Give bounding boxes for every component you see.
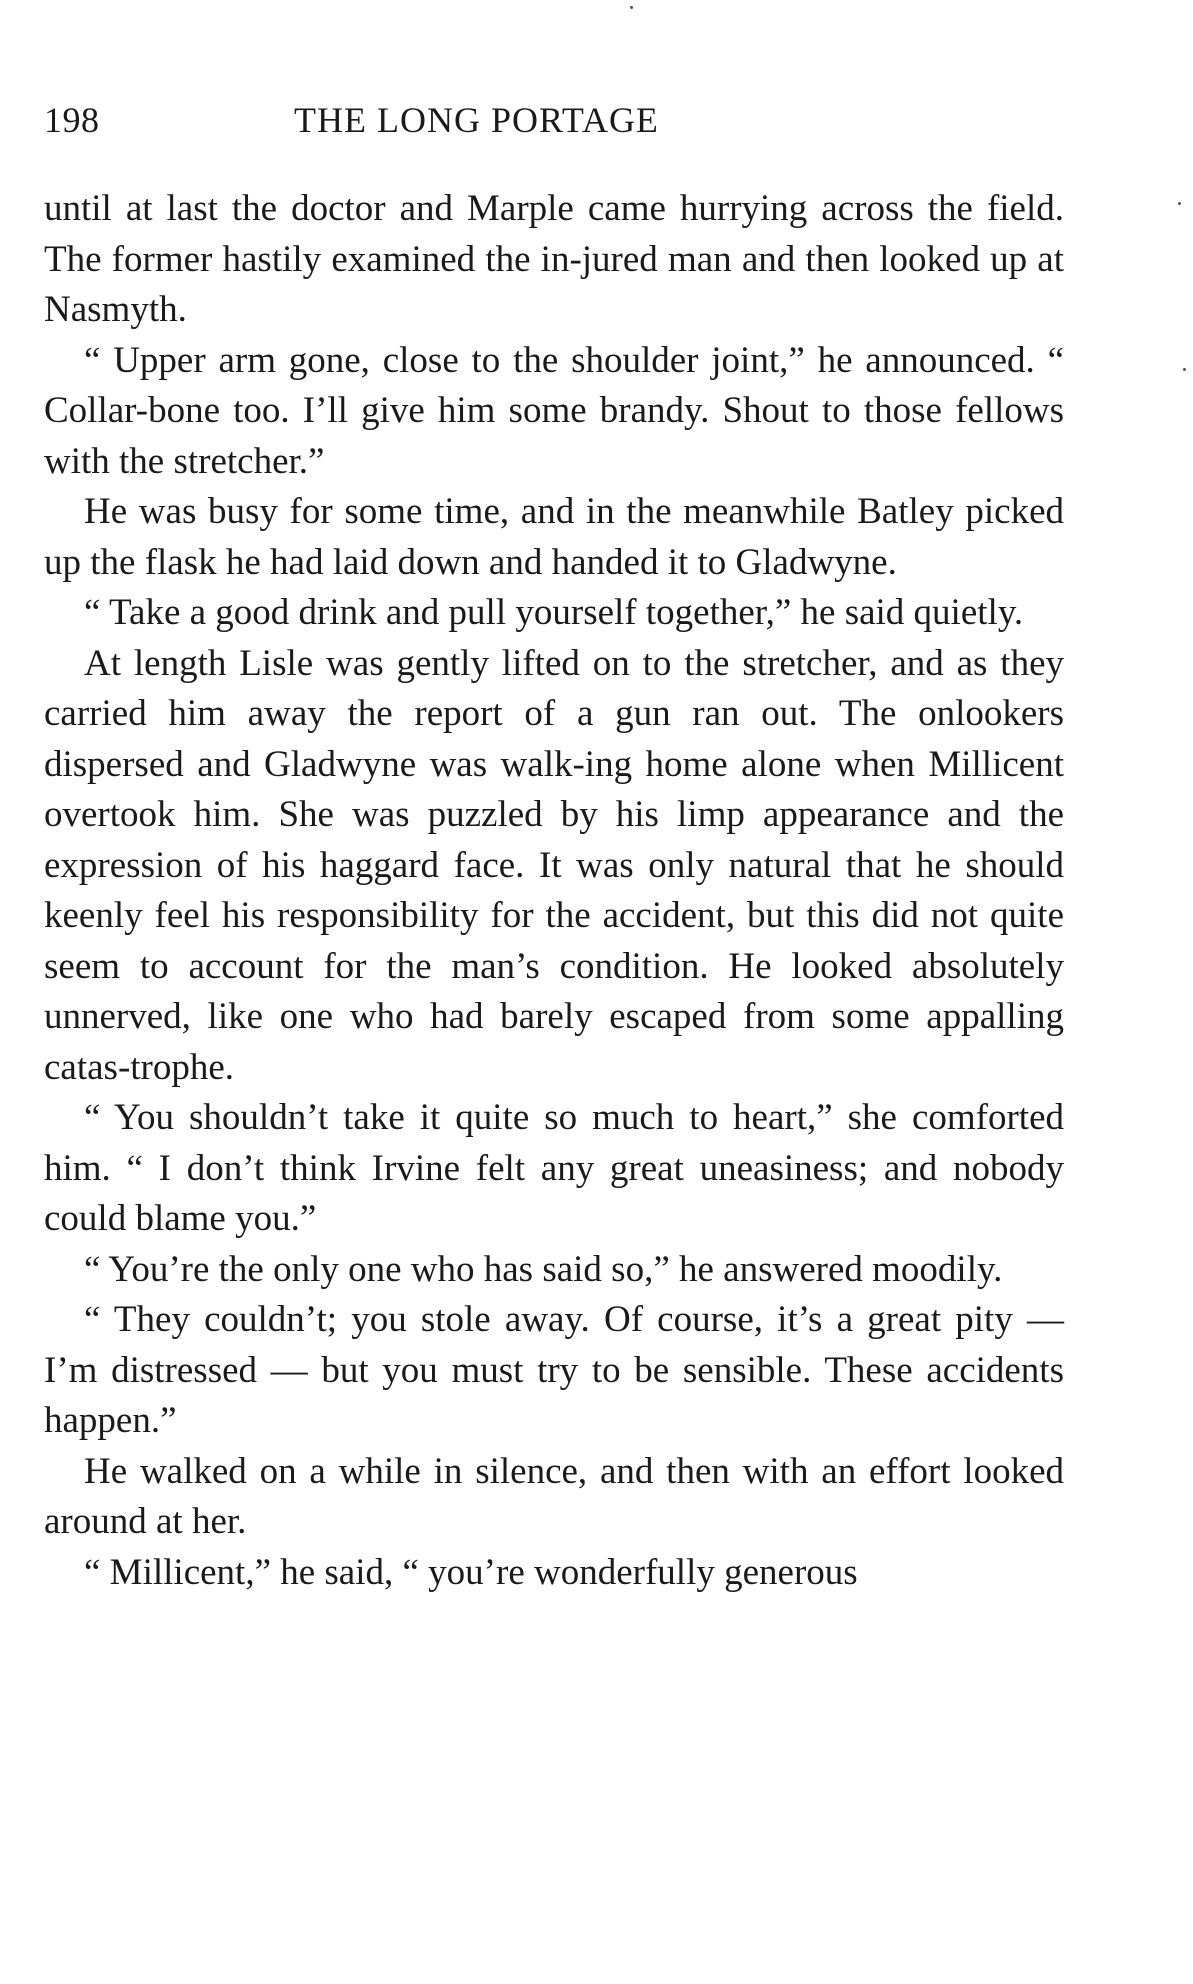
paragraph-1: until at last the doctor and Marple came hurrying across the field. The former hastily examined the in-jured man and then looked up at Nasmyth. bbox=[44, 188, 1064, 330]
paragraph-4: “ Take a good drink and pull yourself together,” he said quietly. bbox=[84, 592, 1024, 633]
page-number: 198 bbox=[44, 100, 100, 140]
running-head: THE LONG PORTAGE bbox=[294, 100, 659, 140]
paragraph-8: “ They couldn’t; you stole away. Of course, it’s a great pity — I’m distressed — but you must try to be sensible. These accidents happen.” bbox=[44, 1299, 1064, 1441]
paragraph-3: He was busy for some time, and in the meanwhile Batley picked up the flask he had laid down and handed it to Gladwyne. bbox=[44, 491, 1064, 583]
paragraph-2: “ Upper arm gone, close to the shoulder joint,” he announced. “ Collar-bone too. I’ll give him some brandy. Shout to those fellows with the stretcher.” bbox=[44, 339, 1064, 482]
book-page bbox=[44, 92, 1064, 1598]
paragraph-10: “ Millicent,” he said, “ you’re wonderfully generous bbox=[84, 1551, 858, 1593]
page-header bbox=[44, 92, 1064, 148]
body-text bbox=[44, 184, 1064, 1598]
paragraph-7: “ You’re the only one who has said so,” he answered moodily. bbox=[84, 1248, 1003, 1290]
scan-speck bbox=[1178, 202, 1181, 205]
paragraph-6: “ You shouldn’t take it quite so much to heart,” she comforted him. “ I don’t think Irvine felt any great uneasiness; and nobody could blame you.” bbox=[44, 1097, 1064, 1239]
paragraph-9: He walked on a while in silence, and then with an effort looked around at her. bbox=[44, 1450, 1064, 1542]
scan-speck bbox=[1183, 368, 1186, 371]
scan-speck bbox=[630, 6, 633, 9]
paragraph-5: At length Lisle was gently lifted on to the stretcher, and as they carried him away the report of a gun ran out. The onlookers dispersed and Gladwyne was walk-ing home alone when Millicent overtook him. She was puzzled by his limp appearance and the expression of his haggard face. It was only natural that he should keenly feel his responsibility for the accident, but this did not quite seem to account for the man’s condition. He looked absolutely unnerved, like one who had barely escaped from some appalling catas-trophe. bbox=[44, 642, 1064, 1088]
